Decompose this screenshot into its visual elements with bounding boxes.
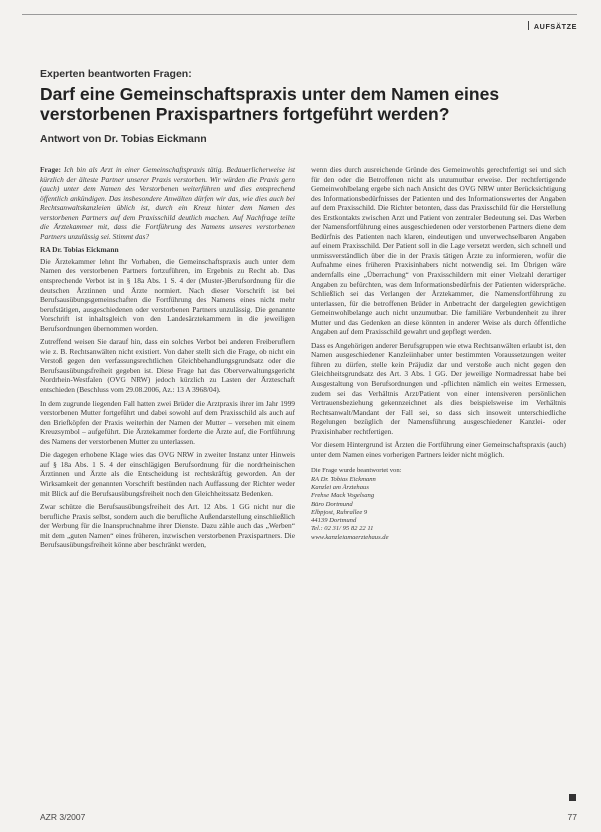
footer-journal: AZR 3/2007	[40, 812, 86, 822]
body-paragraph: In dem zugrunde liegenden Fall hatten zwei Brüder die Arztpraxis ihrer im Jahr 1999 verstorbenen Mutter fortgeführt und dabei sowohl auf dem Praxisschild als auch auf den Briefköpfen der Praxis weiterhin der Namen der Mutter – versehen mit einem Kreuzsymbol – aufgeführt. Die Ärztekammer forderte die Ärzte auf, die Fortführung des Namens der verstorbenen Mutter zu unterlassen.	[40, 398, 295, 446]
end-mark-square	[569, 794, 576, 801]
body-paragraph: wenn dies durch ausreichende Gründe des Gemeinwohls gerechtfertigt sei und sich für den oder die Betroffenen nicht als unzumutbar erweise. Der rechtfertigende Gemeinwohlbelang ergebe sich nach Ansicht des OVG NRW unter Berücksichtigung des Informationsbedürfnisses der Patienten und des Informationswertes der Angaben auf dem Praxisschild. Die Richter betonten, dass das Praxisschild für die Herstellung des Erstkontakts zwischen Arzt und Patient von zentraler Bedeutung sei. Das Werben der Namensfortführung eines ausgeschiedenen oder verstorbenen Partners diene dem Bedürfnis des Patienten nach klaren, eindeutigen und unverwechselbaren Angaben auf einem Praxisschild. Der Patient soll in die Lage versetzt werden, sich schnell und unmissverständlich über die in der Praxis tätigen Ärzte zu informieren, wofür die Aufnahme eines früheren Praxisinhabers nicht notwendig sei. Im Übrigen wäre andernfalls eine „Überrachung“ von Praxisschildern mit einer Vielzahl derartiger Angaben zu befürchten, was dem Informationsbedürfnis der Patienten widerspräche. Schließlich sei das Verlangen der Ärztekammer, die Namensfortführung zu unterlassen, für die betroffenen Brüder in Anbetracht der dargelegten gewichtigen Gemeinwohlbelange auch nicht unzumutbar. Die familiäre Verbundenheit zu ihrer Mutter und das Gedenken an diese könnten in anderer Weise als durch öffentliche Angaben auf dem Praxisschild gewahrt und gepflegt werden.	[311, 165, 566, 337]
section-divider	[528, 21, 529, 30]
byline: Antwort von Dr. Tobias Eickmann	[40, 133, 207, 145]
kicker: Experten beantworten Fragen:	[40, 68, 192, 80]
body-paragraph: Die dagegen erhobene Klage wies das OVG NRW in zweiter Instanz unter Hinweis auf § 18a Abs. 1 S. 4 der einschlägigen Berufsordnung für die nordrheinischen Ärztinnen und Ärzte als die Entscheidung ist rechtskräftig geworden. An der Wirksamkeit der genannten Vorschrift bestünden nach Auffassung der Richter weder mit Blick auf die Berufsausübungsfreiheit noch den Gleichheitssatz Bedenken.	[40, 450, 295, 498]
info-line: Elbpjost, Ruhrallee 9	[311, 508, 368, 516]
footer-page-number: 77	[567, 812, 577, 822]
info-line: Kanzlei am Ärztehaus	[311, 484, 369, 491]
body-paragraph: Dass es Angehörigen anderer Berufsgruppen wie etwa Rechtsanwälten erlaubt ist, den Namen ausgeschiedener Kanzleiinhaber unter bestimmten Voraussetzungen weiter führen zu dürfen, stelle kein Präjudiz dar und verstoße auch nicht gegen den Gleichheitsgrundsatz des Art. 3 Abs. 1 GG. Der jeweilige Normadressat habe bei Ausgestaltung von Berufsordnungen und -pflichten nämlich ein weites Ermessen, zudem sei das Verhältnis Arzt/Patient von einer intensiveren persönlichen Vertrauensbeziehung gekennzeichnet als dies beispielsweise im Verhältnis Rechtsanwalt/Mandant der Fall sei, so dass sich insoweit unterschiedliche Regelungen bezüglich der Namensführung ausgeschiedener Kanzlei- oder Praxisinhaber rechtfertigen.	[311, 340, 566, 436]
info-line: www.kanzleiamaerztehaus.de	[311, 533, 389, 541]
info-line: RA Dr. Tobias Eickmann	[311, 475, 376, 483]
info-line: 44139 Dortmund	[311, 517, 357, 525]
info-box-heading: Die Frage wurde beantwortet von:	[311, 467, 402, 475]
section-label	[528, 21, 577, 31]
info-line: Büro Dortmund	[311, 500, 353, 508]
body-paragraph: Zutreffend weisen Sie darauf hin, dass ein solches Verbot bei anderen Freiberuflern wie z. B. Rechtsanwälten nicht existiert. Von daher stellt sich die Frage, ob nicht ein Verstoß gegen den verfassungsrechtlichen Gleichbehandlungsgrundsatz oder die Berufsausübungsfreiheit gegeben ist. Diese Frage hat das Oberverwaltungsgericht Nordrhein-Westfalen (OVG NRW) jedoch kürzlich zu Lasten der Ärzteschaft entschieden (Beschluss vom 29.08.2006, Az.: 13 A 3968/04).	[40, 337, 295, 395]
body-paragraph: Vor diesem Hintergrund ist Ärzten die Fortführung einer Gemeinschaftspraxis (auch) unter dem Namen eines vorherigen Partners leider nicht möglich.	[311, 440, 566, 459]
author-info-box	[311, 467, 566, 542]
question-text: Ich bin als Arzt in einer Gemeinschaftspraxis tätig. Bedauerlicherweise ist kürzlich der älteste Partner unserer Praxis verstorben. Wir würden die Praxis gern (auch) unter dem Namen des Verstorbenen weiterführen und dies entsprechend öffentlich ankündigen. Das insbesondere Anwälten dürfen wir das, wie dies auch bei Rechtsanwaltskanzleien üblich ist, durch ein Kreuz hinter dem Namen des verstorbenen Partners auf dem Praxisschild deutlich machen. Auf Nachfrage teilte die Ärztekammer mit, dass die Fortführung des Namens unseres verstorbenen Partners unzulässig sei. Stimmt das?	[40, 165, 295, 241]
question-paragraph	[40, 165, 295, 241]
right-column	[311, 165, 566, 542]
section-label-text: AUFSÄTZE	[533, 22, 577, 31]
info-line: Tel.: 02 31/ 95 82 22 11	[311, 525, 374, 533]
header-rule	[22, 14, 577, 15]
question-label: Frage:	[40, 165, 61, 174]
body-paragraph: Zwar schütze die Berufsausübungsfreiheit des Art. 12 Abs. 1 GG nicht nur die berufliche Praxis selbst, sondern auch die berufliche Außendarstellung einschließlich der Werbung für die Inanspruchnahme ihrer Dienste. Dazu zähle auch das „Werben“ mit dem „guten Namen“ eines früheren, inzwischen verstorbenen Praxispartners. Die Berufsausübungsfreiheit könne aber beschränkt werden,	[40, 502, 295, 550]
left-column	[40, 165, 295, 554]
body-paragraph: Die Ärztekammer lehnt Ihr Vorhaben, die Gemeinschaftspraxis auch unter dem Namen des verstorbenen Partners fortzuführen, im Ergebnis zu Recht ab. Das entsprechende Verbot ist in § 18a Abs. 1 S. 4 der (Muster-)Berufsordnung für die deutschen Ärztinnen und Ärzte normiert. Nach dieser Vorschrift ist bei Berufsausübungsgemeinschaften die Fortführung des Namens eines nicht mehr berufstätigen, ausgeschiedenen oder verstorbenen Partners unzulässig. Die genannte Vorschrift ist inhaltsgleich von den Landesärztekammern in die jeweiligen Berufsordnungen übernommen worden.	[40, 256, 295, 333]
article-headline: Darf eine Gemeinschaftspraxis unter dem Namen eines verstorbenen Praxispartners fortgeführt werden?	[40, 84, 500, 124]
answer-author: RA Dr. Tobias Eickmann	[40, 245, 119, 255]
info-line: Frehse Mack Vogelsang	[311, 492, 375, 500]
